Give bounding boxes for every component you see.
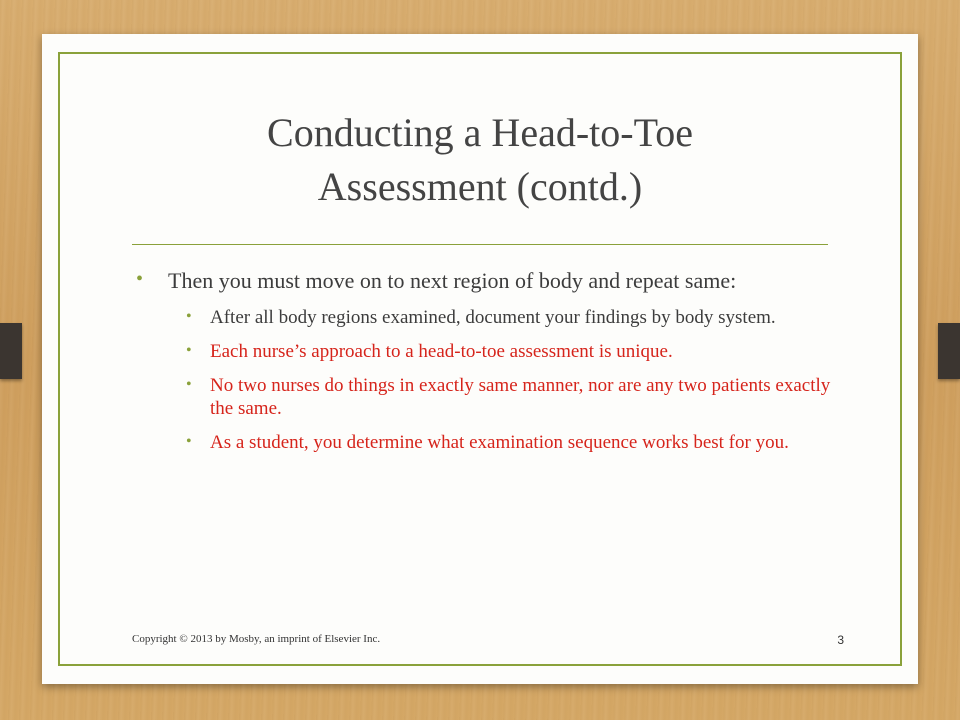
bullet-icon: • [186,376,192,393]
copyright-footer: Copyright © 2013 by Mosby, an imprint of Elsevier Inc. [132,633,381,645]
sub-bullet-text: Each nurse’s approach to a head-to-toe assessment is unique. [210,341,673,362]
sub-bullet-text: As a student, you determine what examination sequence works best for you. [210,432,789,453]
slide-title [102,106,858,214]
sub-bullet-text: After all body regions examined, document your findings by body system. [210,307,776,328]
bullet-icon: • [186,433,192,450]
bullet-icon: • [186,308,192,325]
title-divider [132,244,828,245]
slide-body [132,268,832,465]
slide-paper [42,34,918,684]
bullet-text: Then you must move on to next region of body and repeat same: [168,268,737,293]
binder-clip-right [938,323,960,379]
slide-title-line-1: Conducting a Head-to-Toe [267,110,693,155]
bullet-icon: • [136,268,144,290]
sub-bullet-3 [132,374,832,420]
bullet-icon: • [186,342,192,359]
page-number: 3 [837,633,844,647]
sub-bullet-1 [132,306,832,329]
bullet-level-1 [132,268,832,294]
sub-bullet-4 [132,431,832,454]
binder-clip-left [0,323,22,379]
slide-title-line-2: Assessment (contd.) [317,164,643,209]
sub-bullet-text: No two nurses do things in exactly same manner, nor are any two patients exactly the same. [210,375,831,419]
sub-bullet-2 [132,340,832,363]
